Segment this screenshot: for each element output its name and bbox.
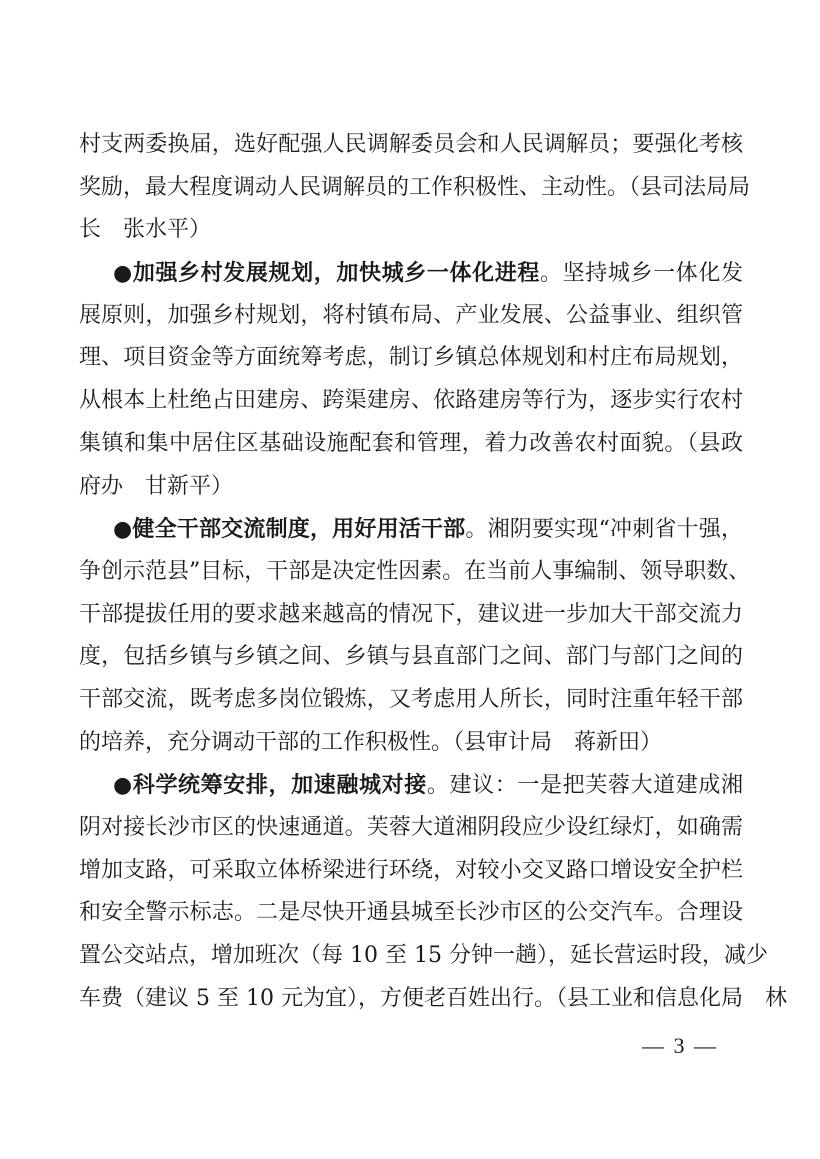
line-text: 。坚持城乡一体化发	[540, 261, 743, 287]
line-text: 展原则，加强乡村规划，将村镇布局、产业发展、公益事业、组织管	[79, 302, 743, 328]
line-text: 长 张水平）	[79, 217, 212, 243]
text-line	[79, 764, 743, 807]
line-text: 干部交流，既考虑多岗位锻炼，又考虑用人所长，同时注重年轻干部	[79, 686, 743, 712]
line-text: 集镇和集中居住区基础设施配套和管理，着力改善农村面貌。（县政	[79, 430, 743, 456]
text-line	[79, 722, 743, 765]
line-text: 。湘阴要实现“冲刺省十强，	[465, 517, 744, 543]
line-text: 。建议：一是把芙蓉大道建成湘	[426, 773, 743, 799]
line-text: 从根本上杜绝占田建房、跨渠建房、依路建房等行为，逐步实行农村	[79, 388, 743, 414]
text-line	[79, 594, 743, 637]
text-line	[79, 892, 743, 935]
text-line	[79, 252, 743, 295]
line-text: 府办 甘新平）	[79, 473, 234, 499]
bullet-heading: ●加强乡村发展规划，加快城乡一体化进程	[113, 260, 541, 287]
text-line	[79, 508, 743, 551]
line-text: 村支两委换届，选好配强人民调解委员会和人民调解员；要强化考核	[79, 132, 743, 157]
line-text: 争创示范县”目标，干部是决定性因素。在当前人事编制、领导职数、	[79, 558, 751, 584]
line-text: 理、项目资金等方面统筹考虑，制订乡镇总体规划和村庄布局规划，	[79, 345, 743, 371]
text-line	[79, 551, 751, 594]
text-line	[79, 807, 743, 850]
text-line	[79, 636, 743, 679]
line-text: 度，包括乡镇与乡镇之间、乡镇与县直部门之间、部门与部门之间的	[79, 644, 743, 670]
line-text: 车费（建议 5 至 10 元为宜），方便老百姓出行。（县工业和信息化局 林	[79, 985, 787, 1011]
line-text: 的培养，充分调动干部的工作积极性。（县审计局 蒋新田）	[79, 729, 663, 755]
line-text: 增加支路，可采取立体桥梁进行环绕，对较小交叉路口增设安全护栏	[79, 857, 743, 883]
text-line	[79, 209, 743, 252]
text-line	[79, 124, 743, 167]
text-line	[79, 978, 787, 1021]
line-text: 置公交站点，增加班次（每 10 至 15 分钟一趟），延长营运时段，减少	[79, 943, 768, 969]
text-line	[79, 466, 743, 509]
line-text: 干部提拔任用的要求越来越高的情况下，建议进一步加大干部交流力	[79, 601, 743, 627]
document-body	[79, 124, 787, 1020]
text-line	[79, 935, 768, 978]
line-text: 阴对接长沙市区的快速通道。芙蓉大道湘阴段应少设红绿灯，如确需	[79, 815, 743, 840]
text-line	[79, 337, 743, 380]
text-line	[79, 423, 743, 466]
page-number: — 3 —	[642, 1033, 718, 1058]
text-line	[79, 380, 743, 423]
text-line	[79, 295, 743, 338]
text-line	[79, 679, 743, 722]
line-text: 奖励，最大程度调动人民调解员的工作积极性、主动性。（县司法局局	[79, 174, 751, 200]
bullet-heading: ●科学统筹安排，加速融城对接	[113, 772, 427, 799]
text-line	[79, 167, 751, 210]
text-line	[79, 850, 743, 893]
line-text: 和安全警示标志。二是尽快开通县城至长沙市区的公交汽车。合理设	[79, 900, 743, 926]
bullet-heading: ●健全干部交流制度，用好用活干部	[113, 516, 466, 543]
